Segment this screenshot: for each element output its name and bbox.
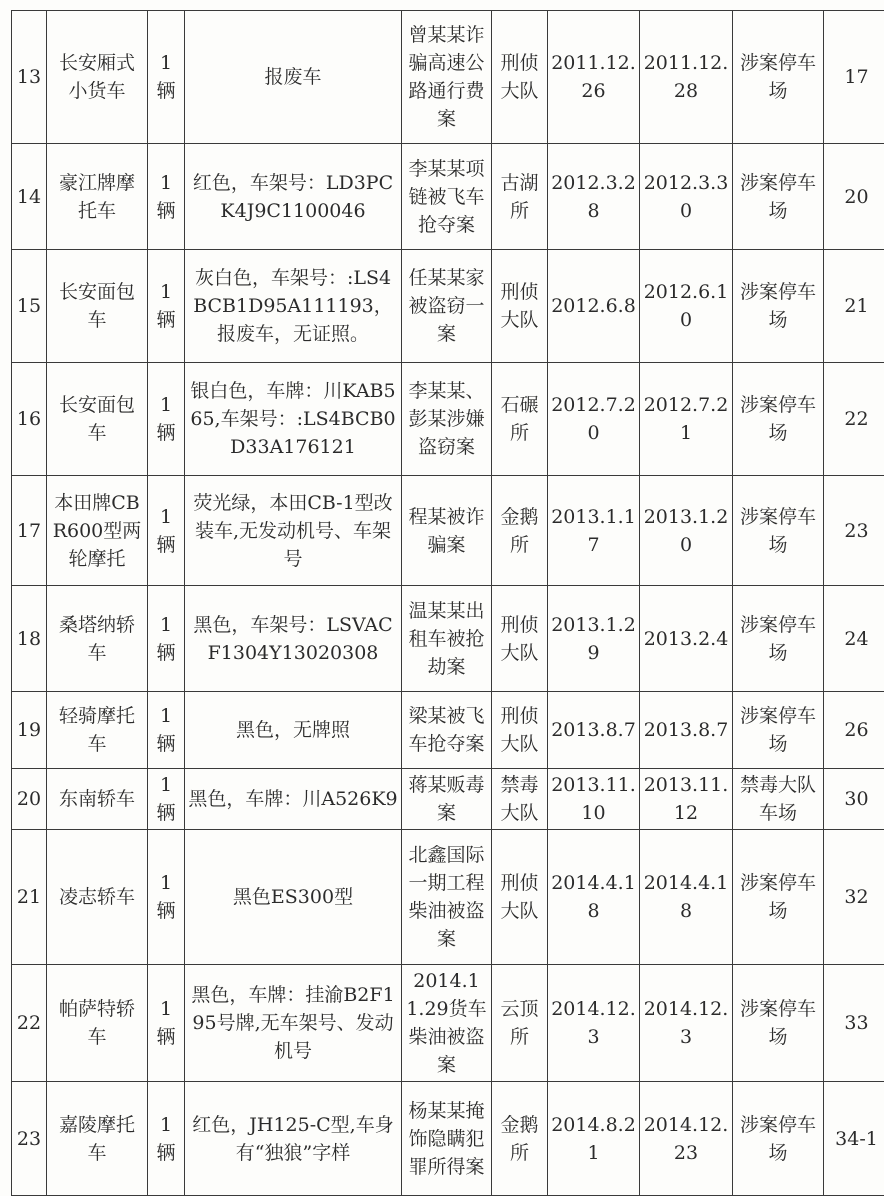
seizure-date-cell: 2013.11.10 (548, 769, 640, 830)
vehicle-name-cell: 本田牌CBR600型两轮摩托 (47, 476, 148, 586)
handling-unit-cell: 云顶所 (492, 965, 548, 1082)
transfer-date-cell: 2014.12.3 (640, 965, 733, 1082)
quantity-cell: 1辆 (148, 769, 185, 830)
vehicle-name-cell: 长安面包车 (47, 250, 148, 363)
quantity-cell: 1辆 (148, 250, 185, 363)
quantity-cell: 1辆 (148, 586, 185, 692)
vehicle-description-cell: 报废车 (185, 11, 402, 144)
vehicle-name-cell: 帕萨特轿车 (47, 965, 148, 1082)
quantity-cell: 1辆 (148, 144, 185, 250)
table-row (12, 830, 884, 965)
transfer-date-cell: 2011.12.28 (640, 11, 733, 144)
seizure-date-cell: 2014.8.21 (548, 1082, 640, 1196)
case-name-cell: 蒋某贩毒案 (402, 769, 492, 830)
quantity-cell: 1辆 (148, 965, 185, 1082)
quantity-cell: 1辆 (148, 1082, 185, 1196)
record-number-cell: 17 (824, 11, 884, 144)
vehicle-name-cell: 嘉陵摩托车 (47, 1082, 148, 1196)
vehicle-description-cell: 灰白色，车架号：:LS4BCB1D95A111193，报废车，无证照。 (185, 250, 402, 363)
quantity-cell: 1辆 (148, 830, 185, 965)
record-number-cell: 23 (824, 476, 884, 586)
case-name-cell: 杨某某掩饰隐瞒犯罪所得案 (402, 1082, 492, 1196)
table-body (12, 11, 884, 1196)
storage-location-cell: 涉案停车场 (733, 586, 824, 692)
vehicle-description-cell: 黑色，车牌：挂渝B2F195号牌,无车架号、发动机号 (185, 965, 402, 1082)
seizure-date-cell: 2013.1.29 (548, 586, 640, 692)
vehicle-description-cell: 银白色，车牌：川KAB565,车架号：:LS4BCB0D33A176121 (185, 363, 402, 476)
handling-unit-cell: 禁毒大队 (492, 769, 548, 830)
handling-unit-cell: 刑侦大队 (492, 586, 548, 692)
transfer-date-cell: 2013.11.12 (640, 769, 733, 830)
transfer-date-cell: 2012.6.10 (640, 250, 733, 363)
quantity-cell: 1辆 (148, 11, 185, 144)
case-name-cell: 北鑫国际一期工程柴油被盗案 (402, 830, 492, 965)
row-seq-cell: 15 (12, 250, 47, 363)
handling-unit-cell: 金鹅所 (492, 476, 548, 586)
seizure-date-cell: 2012.6.8 (548, 250, 640, 363)
transfer-date-cell: 2012.7.21 (640, 363, 733, 476)
transfer-date-cell: 2013.2.4 (640, 586, 733, 692)
vehicle-description-cell: 黑色，无牌照 (185, 692, 402, 769)
vehicle-name-cell: 轻骑摩托车 (47, 692, 148, 769)
row-seq-cell: 13 (12, 11, 47, 144)
record-number-cell: 32 (824, 830, 884, 965)
seizure-date-cell: 2011.12.26 (548, 11, 640, 144)
storage-location-cell: 涉案停车场 (733, 250, 824, 363)
quantity-cell: 1辆 (148, 363, 185, 476)
storage-location-cell: 涉案停车场 (733, 965, 824, 1082)
row-seq-cell: 21 (12, 830, 47, 965)
vehicle-description-cell: 红色，JH125-C型,车身有“独狼”字样 (185, 1082, 402, 1196)
case-name-cell: 李某某、彭某涉嫌盗窃案 (402, 363, 492, 476)
table-row (12, 144, 884, 250)
handling-unit-cell: 刑侦大队 (492, 830, 548, 965)
case-name-cell: 温某某出租车被抢劫案 (402, 586, 492, 692)
case-name-cell: 任某某家被盗窃一案 (402, 250, 492, 363)
storage-location-cell: 涉案停车场 (733, 1082, 824, 1196)
seizure-date-cell: 2014.4.18 (548, 830, 640, 965)
handling-unit-cell: 刑侦大队 (492, 250, 548, 363)
storage-location-cell: 涉案停车场 (733, 11, 824, 144)
vehicle-description-cell: 红色，车架号：LD3PCK4J9C1100046 (185, 144, 402, 250)
seizure-date-cell: 2012.3.28 (548, 144, 640, 250)
record-number-cell: 26 (824, 692, 884, 769)
quantity-cell: 1辆 (148, 692, 185, 769)
record-number-cell: 22 (824, 363, 884, 476)
row-seq-cell: 22 (12, 965, 47, 1082)
transfer-date-cell: 2013.1.20 (640, 476, 733, 586)
seizure-date-cell: 2013.8.7 (548, 692, 640, 769)
table-row (12, 363, 884, 476)
vehicle-name-cell: 长安厢式小货车 (47, 11, 148, 144)
record-number-cell: 24 (824, 586, 884, 692)
storage-location-cell: 涉案停车场 (733, 363, 824, 476)
table-row (12, 769, 884, 830)
vehicle-description-cell: 黑色ES300型 (185, 830, 402, 965)
storage-location-cell: 涉案停车场 (733, 476, 824, 586)
storage-location-cell: 涉案停车场 (733, 830, 824, 965)
record-number-cell: 34-1 (824, 1082, 884, 1196)
case-name-cell: 曾某某诈骗高速公路通行费案 (402, 11, 492, 144)
transfer-date-cell: 2012.3.30 (640, 144, 733, 250)
handling-unit-cell: 刑侦大队 (492, 692, 548, 769)
record-number-cell: 33 (824, 965, 884, 1082)
seizure-date-cell: 2013.1.17 (548, 476, 640, 586)
vehicle-name-cell: 桑塔纳轿车 (47, 586, 148, 692)
vehicle-name-cell: 长安面包车 (47, 363, 148, 476)
table-row (12, 476, 884, 586)
storage-location-cell: 涉案停车场 (733, 692, 824, 769)
transfer-date-cell: 2014.4.18 (640, 830, 733, 965)
row-seq-cell: 18 (12, 586, 47, 692)
quantity-cell: 1辆 (148, 476, 185, 586)
vehicle-table (11, 10, 884, 1196)
record-number-cell: 20 (824, 144, 884, 250)
row-seq-cell: 19 (12, 692, 47, 769)
table-row (12, 250, 884, 363)
seizure-date-cell: 2014.12.3 (548, 965, 640, 1082)
table-row (12, 692, 884, 769)
table-row (12, 1082, 884, 1196)
row-seq-cell: 20 (12, 769, 47, 830)
vehicle-description-cell: 黑色，车牌：川A526K9 (185, 769, 402, 830)
row-seq-cell: 16 (12, 363, 47, 476)
table-row (12, 965, 884, 1082)
record-number-cell: 21 (824, 250, 884, 363)
row-seq-cell: 17 (12, 476, 47, 586)
handling-unit-cell: 古湖所 (492, 144, 548, 250)
case-name-cell: 梁某被飞车抢夺案 (402, 692, 492, 769)
vehicle-name-cell: 凌志轿车 (47, 830, 148, 965)
storage-location-cell: 涉案停车场 (733, 144, 824, 250)
transfer-date-cell: 2013.8.7 (640, 692, 733, 769)
record-number-cell: 30 (824, 769, 884, 830)
table-row (12, 11, 884, 144)
vehicle-description-cell: 黑色，车架号：LSVACF1304Y13020308 (185, 586, 402, 692)
handling-unit-cell: 金鹅所 (492, 1082, 548, 1196)
vehicle-name-cell: 豪江牌摩托车 (47, 144, 148, 250)
vehicle-name-cell: 东南轿车 (47, 769, 148, 830)
case-name-cell: 程某被诈骗案 (402, 476, 492, 586)
seizure-date-cell: 2012.7.20 (548, 363, 640, 476)
row-seq-cell: 14 (12, 144, 47, 250)
table-row (12, 586, 884, 692)
storage-location-cell: 禁毒大队车场 (733, 769, 824, 830)
row-seq-cell: 23 (12, 1082, 47, 1196)
handling-unit-cell: 刑侦大队 (492, 11, 548, 144)
handling-unit-cell: 石碾所 (492, 363, 548, 476)
case-name-cell: 李某某项链被飞车抢夺案 (402, 144, 492, 250)
case-name-cell: 2014.11.29货车柴油被盗案 (402, 965, 492, 1082)
vehicle-description-cell: 荧光绿，本田CB-1型改装车,无发动机号、车架号 (185, 476, 402, 586)
transfer-date-cell: 2014.12.23 (640, 1082, 733, 1196)
